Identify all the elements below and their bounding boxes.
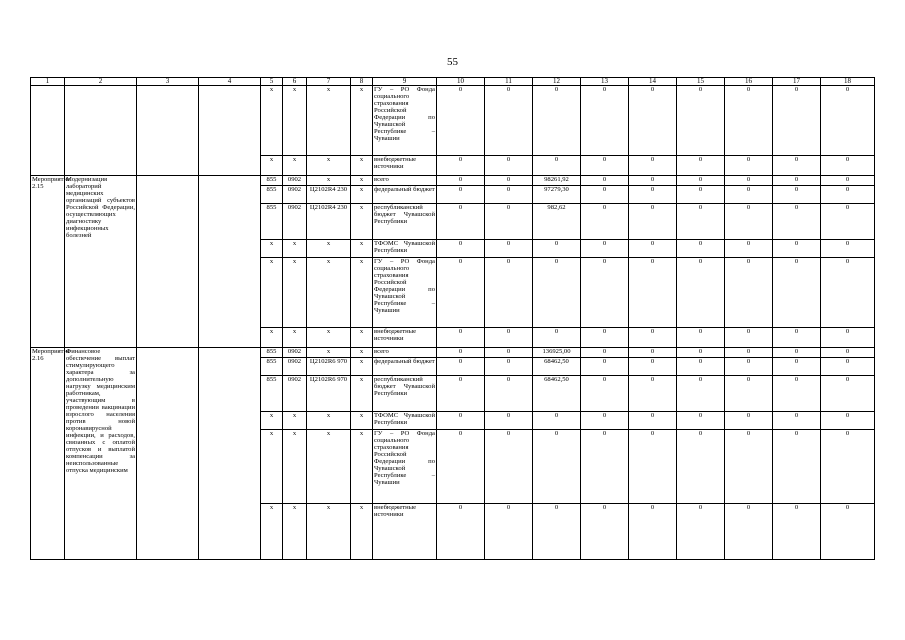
amount-cell: 0 [821,412,875,430]
amount-cell: 0 [677,204,725,240]
amount-cell: 0 [677,412,725,430]
code-csr-cell: х [307,412,351,430]
amount-cell: 0 [677,328,725,348]
header-cell: 5 [261,78,283,86]
amount-cell: 982,62 [533,204,581,240]
amount-cell: 0 [773,504,821,560]
funding-source-cell: всего [373,348,437,358]
code-vr-cell: х [351,430,373,504]
amount-cell: 0 [773,176,821,186]
amount-cell: 0 [773,376,821,412]
amount-cell: 0 [485,430,533,504]
funding-source-cell: ГУ – РО Фонда социального страхования Российской Федерации по Чувашской Республике – Чувашии [373,86,437,156]
amount-cell: 0 [773,328,821,348]
amount-cell: 0 [437,156,485,176]
header-cell: 17 [773,78,821,86]
amount-cell: 0 [581,186,629,204]
amount-cell: 0 [485,186,533,204]
goal-cell [199,176,261,348]
amount-cell: 0 [629,186,677,204]
code-grbs-cell: 855 [261,376,283,412]
page-number: 55 [447,56,458,68]
amount-cell: 0 [773,358,821,376]
amount-cell: 68462,50 [533,358,581,376]
code-rzpr-cell: х [283,156,307,176]
amount-cell: 0 [533,240,581,258]
funding-source-cell: федеральный бюджет [373,186,437,204]
amount-cell: 0 [485,376,533,412]
code-grbs-cell: х [261,156,283,176]
measure-description-cell: Финансовое обеспечение выплат стимулирующего характера за дополнительную нагрузку медицинским работникам, участвующим в проведении вакцинации взрослого населения против новой коронавирусной инфекции, и расходов, связанных с оплатой отпусков и выплатой компенсации за неиспользованные отпуска медицинским [65,348,137,560]
header-cell: 8 [351,78,373,86]
measure-name-cell [31,86,65,176]
amount-cell: 0 [581,376,629,412]
code-grbs-cell: х [261,86,283,156]
amount-cell: 0 [437,430,485,504]
amount-cell: 0 [485,86,533,156]
amount-cell: 0 [581,348,629,358]
code-vr-cell: х [351,328,373,348]
amount-cell: 0 [533,258,581,328]
amount-cell: 98261,92 [533,176,581,186]
measure-name-cell: Мероприятие 2.16 [31,348,65,560]
amount-cell: 0 [677,258,725,328]
amount-cell: 0 [677,240,725,258]
amount-cell: 0 [533,328,581,348]
amount-cell: 0 [581,240,629,258]
funding-source-cell: ТФОМС Чувашской Республики [373,412,437,430]
amount-cell: 0 [629,176,677,186]
header-cell: 14 [629,78,677,86]
header-cell: 12 [533,78,581,86]
amount-cell: 0 [725,412,773,430]
code-rzpr-cell: х [283,430,307,504]
code-vr-cell: х [351,186,373,204]
amount-cell: 0 [581,156,629,176]
amount-cell: 0 [821,156,875,176]
amount-cell: 0 [437,86,485,156]
amount-cell: 0 [677,176,725,186]
code-vr-cell: х [351,358,373,376]
code-csr-cell: х [307,430,351,504]
amount-cell: 0 [773,86,821,156]
code-csr-cell: Ц2102R4 230 [307,204,351,240]
amount-cell: 0 [437,348,485,358]
amount-cell: 0 [485,156,533,176]
amount-cell: 0 [821,504,875,560]
amount-cell: 0 [533,86,581,156]
amount-cell: 0 [677,430,725,504]
amount-cell: 0 [677,156,725,176]
code-rzpr-cell: х [283,504,307,560]
amount-cell: 0 [533,156,581,176]
amount-cell: 0 [485,358,533,376]
header-cell: 2 [65,78,137,86]
amount-cell: 0 [629,328,677,348]
amount-cell: 0 [581,430,629,504]
amount-cell: 0 [581,204,629,240]
amount-cell: 0 [437,328,485,348]
code-grbs-cell: х [261,258,283,328]
amount-cell: 0 [725,204,773,240]
funding-source-cell: федеральный бюджет [373,358,437,376]
code-rzpr-cell: 0902 [283,204,307,240]
funding-source-cell: внебюджетные источники [373,328,437,348]
code-csr-cell: х [307,176,351,186]
code-csr-cell: х [307,258,351,328]
amount-cell: 0 [629,504,677,560]
funding-source-cell: внебюджетные источники [373,504,437,560]
code-rzpr-cell: х [283,86,307,156]
amount-cell: 0 [725,328,773,348]
amount-cell: 0 [821,358,875,376]
amount-cell: 0 [677,358,725,376]
code-rzpr-cell: х [283,328,307,348]
measure-description-cell: Модернизация лабораторий медицинских организаций субъектов Российской Федерации, осуществляющих диагностику инфекционных болезней [65,176,137,348]
amount-cell: 0 [437,258,485,328]
funding-source-cell: республиканский бюджет Чувашской Республики [373,376,437,412]
amount-cell: 0 [437,376,485,412]
code-grbs-cell: 855 [261,186,283,204]
amount-cell: 0 [629,348,677,358]
amount-cell: 0 [581,258,629,328]
code-csr-cell: Ц2102R6 970 [307,376,351,412]
amount-cell: 0 [437,504,485,560]
amount-cell: 0 [485,258,533,328]
code-rzpr-cell: х [283,412,307,430]
amount-cell: 0 [629,258,677,328]
amount-cell: 0 [677,504,725,560]
amount-cell: 0 [821,176,875,186]
amount-cell: 0 [629,412,677,430]
amount-cell: 0 [725,240,773,258]
amount-cell: 0 [773,430,821,504]
amount-cell: 0 [533,504,581,560]
code-rzpr-cell: 0902 [283,348,307,358]
code-vr-cell: х [351,412,373,430]
funding-source-cell: ГУ – РО Фонда социального страхования Российской Федерации по Чувашской Республике – Чувашии [373,430,437,504]
amount-cell: 0 [485,328,533,348]
amount-cell: 0 [581,328,629,348]
header-cell: 4 [199,78,261,86]
amount-cell: 0 [821,348,875,358]
header-cell: 10 [437,78,485,86]
amount-cell: 0 [581,358,629,376]
table-row [31,348,875,358]
amount-cell: 0 [773,156,821,176]
amount-cell: 0 [629,358,677,376]
code-vr-cell: х [351,176,373,186]
responsible-cell [137,348,199,560]
amount-cell: 0 [485,240,533,258]
amount-cell: 0 [773,186,821,204]
code-rzpr-cell: х [283,258,307,328]
code-grbs-cell: 855 [261,176,283,186]
amount-cell: 0 [629,86,677,156]
code-csr-cell: х [307,86,351,156]
amount-cell: 0 [437,412,485,430]
amount-cell: 0 [533,430,581,504]
amount-cell: 0 [725,258,773,328]
budget-table [30,77,875,560]
code-rzpr-cell: 0902 [283,186,307,204]
code-csr-cell: Ц2102R6 970 [307,358,351,376]
code-vr-cell: х [351,204,373,240]
amount-cell: 0 [773,258,821,328]
code-csr-cell: х [307,328,351,348]
table-row [31,176,875,186]
code-vr-cell: х [351,376,373,412]
code-csr-cell: х [307,348,351,358]
amount-cell: 0 [629,376,677,412]
amount-cell: 0 [485,504,533,560]
amount-cell: 0 [581,504,629,560]
amount-cell: 97279,30 [533,186,581,204]
amount-cell: 0 [485,412,533,430]
amount-cell: 0 [437,204,485,240]
amount-cell: 0 [725,86,773,156]
amount-cell: 0 [821,86,875,156]
goal-cell [199,86,261,176]
amount-cell: 0 [629,156,677,176]
header-cell: 9 [373,78,437,86]
amount-cell: 0 [821,258,875,328]
code-vr-cell: х [351,504,373,560]
amount-cell: 0 [821,376,875,412]
funding-source-cell: ТФОМС Чувашской Республики [373,240,437,258]
amount-cell: 0 [725,348,773,358]
amount-cell: 0 [725,430,773,504]
header-row [31,78,875,86]
header-cell: 7 [307,78,351,86]
code-grbs-cell: х [261,328,283,348]
amount-cell: 0 [485,204,533,240]
code-vr-cell: х [351,258,373,328]
amount-cell: 0 [725,504,773,560]
funding-source-cell: ГУ – РО Фонда социального страхования Российской Федерации по Чувашской Республике – Чувашии [373,258,437,328]
code-rzpr-cell: 0902 [283,376,307,412]
amount-cell: 68462,50 [533,376,581,412]
funding-source-cell: всего [373,176,437,186]
code-vr-cell: х [351,240,373,258]
funding-source-cell: внебюджетные источники [373,156,437,176]
amount-cell: 0 [677,86,725,156]
amount-cell: 0 [773,348,821,358]
code-vr-cell: х [351,86,373,156]
amount-cell: 0 [437,240,485,258]
amount-cell: 0 [773,240,821,258]
header-cell: 18 [821,78,875,86]
amount-cell: 0 [485,176,533,186]
amount-cell: 0 [437,358,485,376]
code-grbs-cell: х [261,430,283,504]
responsible-cell [137,86,199,176]
code-csr-cell: х [307,156,351,176]
amount-cell: 0 [677,348,725,358]
amount-cell: 0 [581,176,629,186]
code-rzpr-cell: 0902 [283,176,307,186]
amount-cell: 0 [533,412,581,430]
amount-cell: 0 [629,240,677,258]
header-cell: 11 [485,78,533,86]
amount-cell: 0 [677,186,725,204]
funding-source-cell: республиканский бюджет Чувашской Республики [373,204,437,240]
code-rzpr-cell: 0902 [283,358,307,376]
responsible-cell [137,176,199,348]
goal-cell [199,348,261,560]
header-cell: 3 [137,78,199,86]
code-grbs-cell: х [261,240,283,258]
measure-description-cell [65,86,137,176]
code-grbs-cell: 855 [261,204,283,240]
code-csr-cell: Ц2102R4 230 [307,186,351,204]
amount-cell: 0 [773,204,821,240]
amount-cell: 0 [581,412,629,430]
header-cell: 15 [677,78,725,86]
code-vr-cell: х [351,156,373,176]
header-cell: 13 [581,78,629,86]
header-cell: 16 [725,78,773,86]
amount-cell: 0 [821,430,875,504]
code-rzpr-cell: х [283,240,307,258]
amount-cell: 0 [821,240,875,258]
code-vr-cell: х [351,348,373,358]
amount-cell: 0 [821,186,875,204]
table-row [31,86,875,156]
header-cell: 6 [283,78,307,86]
code-grbs-cell: х [261,412,283,430]
amount-cell: 0 [629,430,677,504]
header-cell: 1 [31,78,65,86]
amount-cell: 0 [725,176,773,186]
code-csr-cell: х [307,504,351,560]
amount-cell: 136925,00 [533,348,581,358]
measure-name-cell: Мероприятие 2.15 [31,176,65,348]
amount-cell: 0 [725,186,773,204]
amount-cell: 0 [581,86,629,156]
amount-cell: 0 [821,328,875,348]
amount-cell: 0 [725,376,773,412]
code-csr-cell: х [307,240,351,258]
amount-cell: 0 [773,412,821,430]
amount-cell: 0 [437,186,485,204]
amount-cell: 0 [725,358,773,376]
code-grbs-cell: 855 [261,358,283,376]
amount-cell: 0 [677,376,725,412]
amount-cell: 0 [485,348,533,358]
amount-cell: 0 [725,156,773,176]
amount-cell: 0 [437,176,485,186]
amount-cell: 0 [629,204,677,240]
code-grbs-cell: х [261,504,283,560]
code-grbs-cell: 855 [261,348,283,358]
amount-cell: 0 [821,204,875,240]
